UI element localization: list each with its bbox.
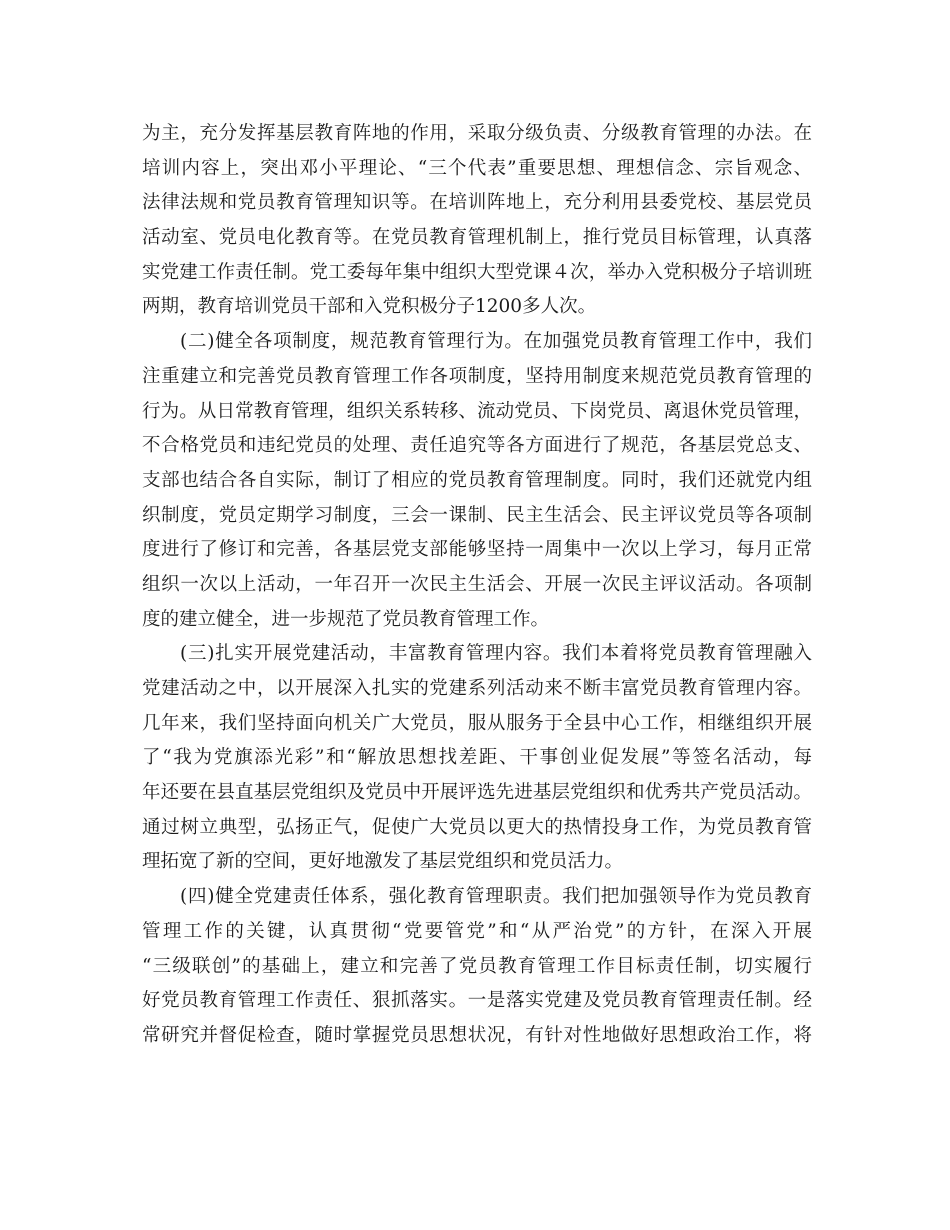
text-line: 组织一次以上活动，一年召开一次民主生活会、开展一次民主评议活动。各项制 — [142, 573, 812, 595]
text-line: 了“我为党旗添光彩”和“解放思想找差距、干事创业促发展”等签名活动，每 — [142, 747, 812, 769]
text-line: 通过树立典型，弘扬正气，促使广大党员以更大的热情投身工作，为党员教育管 — [142, 816, 812, 838]
text-line: 度进行了修订和完善，各基层党支部能够坚持一周集中一次以上学习，每月正常 — [142, 539, 812, 561]
text-line: 支部也结合各自实际，制订了相应的党员教育管理制度。同时，我们还就党内组 — [142, 469, 812, 491]
text-line: 好党员教育管理工作责任、狠抓落实。一是落实党建及党员教育管理责任制。经 — [142, 990, 812, 1012]
text-line: 度的建立健全，进一步规范了党员教育管理工作。 — [142, 608, 550, 630]
text-line: 两期，教育培训党员干部和入党积极分子1200多人次。 — [142, 296, 597, 318]
paragraph-first-line: (二)健全各项制度，规范教育管理行为。在加强党员教育管理工作中，我们 — [180, 331, 812, 353]
text-line: 不合格党员和违纪党员的处理、责任追究等各方面进行了规范，各基层党总支、 — [142, 435, 812, 457]
text-line: 行为。从日常教育管理，组织关系转移、流动党员、下岗党员、离退休党员管理， — [142, 400, 812, 422]
text-line: 管理工作的关键，认真贯彻“党要管党”和“从严治党”的方针，在深入开展 — [142, 920, 812, 942]
text-line: 党建活动之中，以开展深入扎实的党建系列活动来不断丰富党员教育管理内容。 — [142, 678, 812, 699]
text-line: 几年来，我们坚持面向机关广大党员，服从服务于全县中心工作，相继组织开展 — [142, 712, 812, 734]
text-line: 活动室、党员电化教育等。在党员教育管理机制上，推行党员目标管理，认真落 — [142, 227, 812, 249]
text-line: 年还要在县直基层党组织及党员中开展评选先进基层党组织和优秀共产党员活动。 — [142, 782, 812, 804]
text-line: 为主，充分发挥基层教育阵地的作用，采取分级负责、分级教育管理的办法。在 — [142, 123, 812, 144]
paragraph-first-line: (三)扎实开展党建活动，丰富教育管理内容。我们本着将党员教育管理融入 — [180, 643, 812, 665]
text-line: 注重建立和完善党员教育管理工作各项制度，坚持用制度来规范党员教育管理的 — [142, 365, 812, 387]
text-line: 法律法规和党员教育管理知识等。在培训阵地上，充分利用县委党校、基层党员 — [142, 192, 812, 214]
paragraph-first-line: (四)健全党建责任体系，强化教育管理职责。我们把加强领导作为党员教育 — [180, 886, 812, 908]
text-line: 培训内容上，突出邓小平理论、“三个代表”重要思想、理想信念、宗旨观念、 — [142, 157, 812, 179]
text-line: 织制度，党员定期学习制度，三会一课制、民主生活会、民主评议党员等各项制 — [142, 504, 812, 526]
text-line: “三级联创”的基础上，建立和完善了党员教育管理工作目标责任制，切实履行 — [142, 955, 812, 977]
text-line: 实党建工作责任制。党工委每年集中组织大型党课４次，举办入党积极分子培训班 — [142, 261, 812, 283]
document-body — [142, 117, 812, 1054]
text-line: 理拓宽了新的空间，更好地激发了基层党组织和党员活力。 — [142, 851, 624, 873]
text-line: 常研究并督促检查，随时掌握党员思想状况，有针对性地做好思想政治工作，将 — [142, 1024, 812, 1046]
